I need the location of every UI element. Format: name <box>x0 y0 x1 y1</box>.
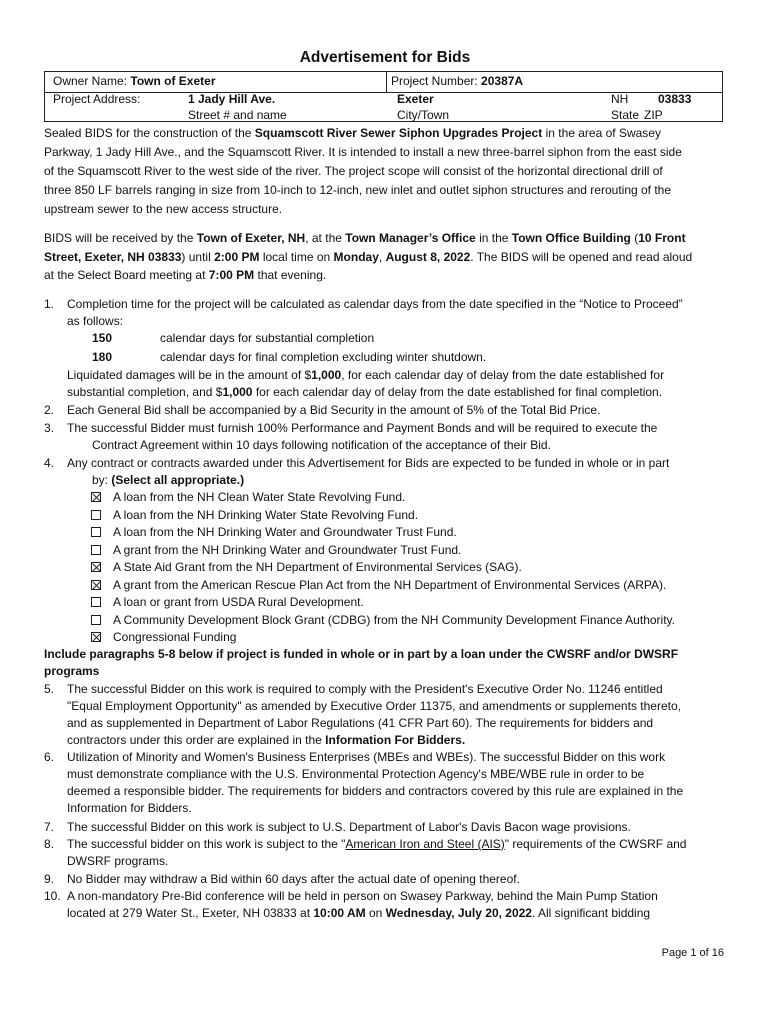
item-4-text: Any contract or contracts awarded under this Advertisement for Bids are expected to be funded in whole or in part <box>67 456 670 470</box>
building-name: Town Office Building <box>511 231 631 245</box>
item-8-text <box>67 837 686 851</box>
bids-text: , at the <box>305 231 342 245</box>
state-caption: State <box>611 108 640 122</box>
item-6-text: deemed a responsible bidder. The requirements for bidders and contractors covered by this rule are explained in the <box>67 784 684 798</box>
bids-text: . The BIDS will be opened and read aloud <box>470 250 693 264</box>
select-instruction: (Select all appropriate.) <box>111 473 245 487</box>
funding-option-label: A loan or grant from USDA Rural Development. <box>113 595 364 609</box>
street-address: 10 Front <box>638 231 686 245</box>
item-number: 7. <box>44 820 55 834</box>
funding-option-label: A loan from the NH Drinking Water State Revolving Fund. <box>113 507 419 522</box>
bids-text: at the Select Board meeting at <box>44 268 206 282</box>
item-number: 5. <box>44 682 55 696</box>
prebid-time: 10:00 AM <box>313 906 366 920</box>
item-8-text: DWSRF programs. <box>67 854 169 868</box>
item-9-text: No Bidder may withdraw a Bid within 60 days after the actual date of opening thereof. <box>67 872 520 886</box>
days-substantial: 150 <box>92 331 113 345</box>
checked-checkbox[interactable] <box>91 492 101 502</box>
item-10-text: located at 279 Water St., Exeter, NH 03833 at <box>67 906 311 920</box>
page-number: Page 1 of 16 <box>661 947 724 959</box>
include-note-line-2: programs <box>44 664 100 678</box>
header-divider <box>386 72 387 92</box>
ld-text: , for each calendar day of delay from the date established for <box>341 368 665 382</box>
item-3-text: The successful Bidder must furnish 100% Performance and Payment Bonds and will be required to execute the <box>67 421 658 435</box>
item-number: 3. <box>44 421 55 435</box>
item-2-text: Each General Bid shall be accompanied by a Bid Security in the amount of 5% of the Total Bid Price. <box>67 403 601 417</box>
city-value: Exeter <box>397 92 434 106</box>
bid-date: August 8, 2022 <box>385 250 471 264</box>
intro-text: in the area of Swasey <box>545 126 661 140</box>
item-1-text: Completion time for the project will be calculated as calendar days from the date specified in the “Notice to Proceed” <box>67 297 683 311</box>
prebid-date: Wednesday, July 20, 2022 <box>385 906 532 920</box>
unchecked-checkbox[interactable] <box>91 527 101 537</box>
page-title: Advertisement for Bids <box>299 49 471 66</box>
days-final: 180 <box>92 350 113 364</box>
funding-option-label: Congressional Funding <box>113 630 237 644</box>
item-5-text: contractors under this order are explained in the <box>67 733 322 747</box>
owner-value: Town of Exeter <box>130 74 216 88</box>
item-3-text: Contract Agreement within 10 days following notification of the acceptance of their Bid. <box>92 438 551 452</box>
checked-checkbox[interactable] <box>91 562 101 572</box>
item-6-text: must demonstrate compliance with the U.S. Environmental Protection Agency's MBE/WBE rule in order to be <box>67 767 645 781</box>
funding-option-label: A loan from the NH Drinking Water and Groundwater Trust Fund. <box>113 525 457 539</box>
bids-text: in the <box>479 231 509 245</box>
bids-line-1 <box>44 231 686 245</box>
unchecked-checkbox[interactable] <box>91 510 101 520</box>
intro-line-4: three 850 LF barrels ranging in size from 10-inch to 12-inch, new inlet and outlet siphon structures and rerouting of the <box>44 183 672 197</box>
item-number: 6. <box>44 750 55 764</box>
funding-option-label: A Community Development Block Grant (CDBG) from the NH Community Development Finance Authority. <box>113 612 675 627</box>
ais-link[interactable]: American Iron and Steel (AIS) <box>345 837 505 851</box>
funding-option-label: A grant from the NH Drinking Water and Groundwater Trust Fund. <box>113 542 462 557</box>
state-value: NH <box>611 92 629 106</box>
ld-text: for each calendar day of delay from the date established for final completion. <box>255 385 663 399</box>
city-caption: City/Town <box>397 108 450 122</box>
item-5-text <box>67 733 465 747</box>
intro-text: Sealed BIDS for the construction of the <box>44 126 252 140</box>
street-address: Street, Exeter, NH 03833 <box>44 250 182 264</box>
liquidated-damages-line-1 <box>67 368 664 382</box>
ld-text: substantial completion, and $ <box>67 385 223 399</box>
item-1-text: as follows: <box>67 314 124 328</box>
liquidated-damages-line-2 <box>67 385 662 399</box>
ld-amount: 1,000 <box>311 368 342 382</box>
bids-text: , <box>378 250 383 264</box>
checked-checkbox[interactable] <box>91 580 101 590</box>
funding-option-label: A grant from the American Rescue Plan Act from the NH Department of Environmental Services (ARPA). <box>113 577 667 592</box>
address-value: 1 Jady Hill Ave. <box>188 92 276 106</box>
project-header-table <box>44 71 723 122</box>
meeting-time: 7:00 PM <box>208 268 255 282</box>
zip-caption: ZIP <box>644 108 663 122</box>
intro-line-2: Parkway, 1 Jady Hill Ave., and the Squamscott River. It is intended to install a new three-barrel siphon from the east side <box>44 145 682 159</box>
bids-text: ) until <box>181 250 211 264</box>
unchecked-checkbox[interactable] <box>91 597 101 607</box>
bids-text: local time on <box>262 250 331 264</box>
item-10-text: on <box>368 906 383 920</box>
intro-line-3: of the Squamscott River to the west side of the river. The project scope will consist of the horizontal directional drill of <box>44 164 663 178</box>
item-number: 10. <box>44 889 61 903</box>
bids-line-2 <box>44 250 692 264</box>
unchecked-checkbox[interactable] <box>91 545 101 555</box>
project-name: Squamscott River Sewer Siphon Upgrades Project <box>254 126 543 140</box>
bids-text: ( <box>634 231 639 245</box>
item-8-text: " requirements of the CWSRF and <box>504 837 687 851</box>
intro-line-1 <box>44 126 661 140</box>
item-5-text: The successful Bidder on this work is required to comply with the President's Executive Order No. 11246 entitled <box>67 682 663 696</box>
town-name: Town of Exeter, NH <box>196 231 306 245</box>
project-number-value: 20387A <box>481 74 524 88</box>
info-for-bidders: Information For Bidders. <box>325 733 466 747</box>
office-name: Town Manager’s Office <box>345 231 476 245</box>
checked-checkbox[interactable] <box>91 632 101 642</box>
funding-option-label: A loan from the NH Clean Water State Revolving Fund. <box>113 490 406 504</box>
item-number: 8. <box>44 837 55 851</box>
funding-option-label: A State Aid Grant from the NH Department of Environmental Services (SAG). <box>113 560 522 574</box>
project-number-label: Project Number: <box>391 74 478 88</box>
bids-line-3 <box>44 268 326 282</box>
ld-text: Liquidated damages will be in the amount of $ <box>67 368 312 382</box>
project-number-field <box>391 74 523 88</box>
owner-label: Owner Name: <box>53 74 128 88</box>
item-4-text <box>92 473 244 487</box>
item-4-by: by: <box>92 473 109 487</box>
intro-line-5: upstream sewer to the new access structure. <box>44 202 283 216</box>
address-caption: Street # and name <box>188 108 287 122</box>
days-final-text: calendar days for final completion excluding winter shutdown. <box>160 350 487 364</box>
days-substantial-text: calendar days for substantial completion <box>160 331 375 345</box>
bid-time: 2:00 PM <box>214 250 260 264</box>
zip-value: 03833 <box>658 92 692 106</box>
item-number: 1. <box>44 297 55 311</box>
address-label: Project Address: <box>53 92 141 106</box>
item-number: 9. <box>44 872 55 886</box>
item-10-text <box>67 906 650 920</box>
item-6-text: Information for Bidders. <box>67 801 192 815</box>
item-number: 4. <box>44 456 55 470</box>
item-5-text: "Equal Employment Opportunity" as amended by Executive Order 11375, and amendments or supplements thereto, <box>67 699 681 713</box>
item-6-text: Utilization of Minority and Women's Business Enterprises (MBEs and WBEs). The successful Bidder on this work <box>67 750 666 764</box>
bids-text: BIDS will be received by the <box>44 231 194 245</box>
include-note-line-1: Include paragraphs 5-8 below if project is funded in whole or in part by a loan under the CWSRF and/or DWSRF <box>44 647 679 661</box>
bid-day: Monday <box>333 250 379 264</box>
ld-amount: 1,000 <box>222 385 253 399</box>
item-10-text: . All significant bidding <box>531 906 651 920</box>
item-7-text: The successful Bidder on this work is subject to U.S. Department of Labor's Davis Bacon wage provisions. <box>67 820 631 834</box>
bids-text: that evening. <box>257 268 327 282</box>
owner-name-field <box>53 74 216 88</box>
item-10-text: A non-mandatory Pre-Bid conference will be held in person on Swasey Parkway, behind the Main Pump Station <box>67 889 658 903</box>
item-number: 2. <box>44 403 55 417</box>
item-8-text: The successful bidder on this work is subject to the " <box>67 837 346 851</box>
item-5-text: and as supplemented in Department of Labor Regulations (41 CFR Part 60). The requirements for bidders and <box>67 716 654 730</box>
unchecked-checkbox[interactable] <box>91 615 101 625</box>
